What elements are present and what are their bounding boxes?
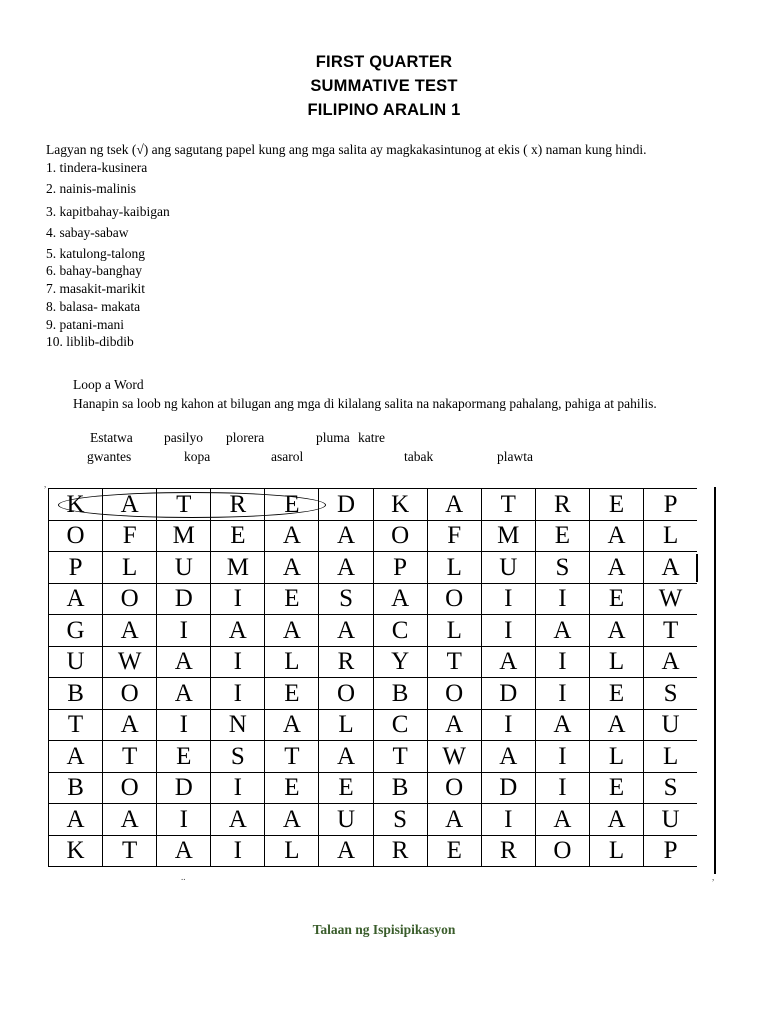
grid-row (49, 615, 698, 647)
grid-cell[interactable]: T (481, 489, 535, 521)
grid-cell[interactable]: I (157, 615, 211, 647)
grid-cell[interactable]: I (481, 615, 535, 647)
grid-cell[interactable]: L (589, 835, 643, 867)
list-item: 1. tindera-kusinera (46, 160, 148, 175)
grid-cell[interactable]: O (535, 835, 589, 867)
grid-cell[interactable]: D (157, 583, 211, 615)
grid-cell[interactable]: A (589, 709, 643, 741)
grid-cell[interactable]: A (535, 615, 589, 647)
grid-cell[interactable]: W (103, 646, 157, 678)
grid-cell[interactable]: F (103, 520, 157, 552)
grid-cell[interactable]: L (644, 520, 698, 552)
grid-cell[interactable]: A (265, 615, 319, 647)
grid-cell[interactable]: O (49, 520, 103, 552)
grid-cell[interactable]: S (373, 804, 427, 836)
grid-cell[interactable]: K (49, 835, 103, 867)
word-bank-item: katre (358, 430, 385, 445)
grid-cell[interactable]: A (644, 552, 698, 584)
grid-cell[interactable]: T (373, 741, 427, 773)
grid-cell[interactable]: E (535, 520, 589, 552)
grid-cell[interactable]: B (49, 678, 103, 710)
grid-cell[interactable]: E (589, 678, 643, 710)
grid-cell[interactable]: P (49, 552, 103, 584)
grid-cell[interactable]: A (265, 804, 319, 836)
loop-title: Loop a Word (73, 377, 144, 392)
grid-cell[interactable]: I (481, 583, 535, 615)
list-item: 10. liblib-dibdib (46, 334, 134, 349)
circled-word-oval (58, 492, 326, 518)
grid-cell[interactable]: S (535, 552, 589, 584)
grid-cell[interactable]: E (589, 489, 643, 521)
grid-cell[interactable]: U (481, 552, 535, 584)
word-bank-item: Estatwa (90, 430, 133, 445)
grid-row (49, 804, 698, 836)
loop-instruction: Hanapin sa loob ng kahon at bilugan ang mga di kilalang salita na nakapormang pahalang, pahiga at pahilis. (73, 396, 657, 411)
grid-cell[interactable]: A (427, 489, 481, 521)
title-quarter: FIRST QUARTER (315, 53, 453, 71)
text-cursor (696, 554, 698, 582)
grid-cell[interactable]: A (49, 583, 103, 615)
grid-cell[interactable]: L (103, 552, 157, 584)
grid-cell[interactable]: N (211, 709, 265, 741)
grid-cell[interactable]: B (49, 772, 103, 804)
grid-cell[interactable]: P (644, 835, 698, 867)
grid-cell[interactable]: A (535, 709, 589, 741)
grid-cell[interactable]: L (644, 741, 698, 773)
grid-cell[interactable]: A (211, 804, 265, 836)
word-bank-item: tabak (404, 449, 434, 464)
grid-row (49, 772, 698, 804)
grid-cell[interactable]: A (319, 615, 373, 647)
grid-cell[interactable]: L (589, 646, 643, 678)
grid-cell[interactable]: I (535, 772, 589, 804)
grid-cell[interactable]: A (319, 741, 373, 773)
grid-cell[interactable]: A (157, 835, 211, 867)
grid-cell[interactable]: A (589, 615, 643, 647)
grid-cell[interactable]: S (644, 772, 698, 804)
grid-cell[interactable]: A (427, 804, 481, 836)
grid-cell[interactable]: A (535, 804, 589, 836)
grid-cell[interactable]: I (481, 709, 535, 741)
artifact-mark: .. (181, 872, 186, 882)
grid-cell[interactable]: A (49, 804, 103, 836)
list-item: 3. kapitbahay-kaibigan (46, 204, 170, 219)
grid-cell[interactable]: T (157, 489, 211, 521)
title-test: SUMMATIVE TEST (310, 77, 458, 95)
grid-cell[interactable]: U (49, 646, 103, 678)
word-bank-item: gwantes (87, 449, 132, 464)
grid-cell[interactable]: O (427, 678, 481, 710)
grid-cell[interactable]: U (644, 709, 698, 741)
grid-cell[interactable]: A (49, 741, 103, 773)
grid-cell[interactable]: A (481, 741, 535, 773)
grid-cell[interactable]: B (373, 772, 427, 804)
grid-cell[interactable]: T (427, 646, 481, 678)
footer-title: Talaan ng Ispisipikasyon (312, 922, 456, 937)
grid-cell[interactable]: A (589, 520, 643, 552)
list-item: 5. katulong-talong (46, 246, 145, 261)
grid-cell[interactable]: M (157, 520, 211, 552)
grid-cell[interactable]: G (49, 615, 103, 647)
grid-cell[interactable]: M (211, 552, 265, 584)
grid-cell[interactable]: R (481, 835, 535, 867)
grid-cell[interactable]: A (644, 646, 698, 678)
word-bank-item: plorera (226, 430, 265, 445)
grid-cell[interactable]: I (211, 772, 265, 804)
grid-cell[interactable]: M (481, 520, 535, 552)
grid-cell[interactable]: I (157, 709, 211, 741)
grid-cell[interactable]: O (103, 678, 157, 710)
grid-cell[interactable]: A (157, 646, 211, 678)
grid-cell[interactable]: R (373, 835, 427, 867)
grid-cell[interactable]: I (157, 804, 211, 836)
grid-cell[interactable]: A (265, 709, 319, 741)
grid-cell[interactable]: A (319, 552, 373, 584)
grid-cell[interactable]: E (211, 520, 265, 552)
grid-cell[interactable]: I (211, 583, 265, 615)
corner-mark: , (712, 872, 715, 882)
grid-row (49, 741, 698, 773)
grid-cell[interactable]: T (644, 615, 698, 647)
grid-cell[interactable]: D (481, 678, 535, 710)
list-item: 6. bahay-banghay (46, 263, 142, 278)
grid-cell[interactable]: A (265, 520, 319, 552)
grid-cell[interactable]: I (535, 678, 589, 710)
grid-right-border (714, 487, 716, 874)
grid-cell[interactable]: E (265, 489, 319, 521)
grid-row (49, 520, 698, 552)
grid-cell[interactable]: Y (373, 646, 427, 678)
grid-cell[interactable]: O (103, 772, 157, 804)
grid-cell[interactable]: P (644, 489, 698, 521)
grid-cell[interactable]: A (103, 615, 157, 647)
grid-cell[interactable]: D (319, 489, 373, 521)
grid-cell[interactable]: A (373, 583, 427, 615)
grid-cell[interactable]: B (373, 678, 427, 710)
grid-cell[interactable]: T (265, 741, 319, 773)
grid-cell[interactable]: L (589, 741, 643, 773)
grid-cell[interactable]: L (427, 552, 481, 584)
grid-cell[interactable]: D (157, 772, 211, 804)
title-lesson: FILIPINO ARALIN 1 (307, 101, 461, 119)
grid-cell[interactable]: O (427, 583, 481, 615)
grid-row (49, 678, 698, 710)
grid-cell[interactable]: I (535, 741, 589, 773)
grid-cell[interactable]: D (481, 772, 535, 804)
grid-cell[interactable]: L (265, 835, 319, 867)
grid-cell[interactable]: E (427, 835, 481, 867)
grid-cell[interactable]: A (103, 489, 157, 521)
grid-cell[interactable]: L (319, 709, 373, 741)
grid-cell[interactable]: U (644, 804, 698, 836)
grid-cell[interactable]: I (211, 835, 265, 867)
grid-cell[interactable]: C (373, 615, 427, 647)
grid-cell[interactable]: A (589, 552, 643, 584)
grid-cell[interactable]: A (157, 678, 211, 710)
grid-cell[interactable]: E (157, 741, 211, 773)
grid-cell[interactable]: R (319, 646, 373, 678)
grid-cell[interactable]: A (211, 615, 265, 647)
grid-cell[interactable]: S (319, 583, 373, 615)
grid-cell[interactable]: E (589, 772, 643, 804)
grid-cell[interactable]: W (427, 741, 481, 773)
word-search-grid (48, 488, 697, 867)
grid-cell[interactable]: A (103, 709, 157, 741)
grid-cell[interactable]: O (427, 772, 481, 804)
grid-cell[interactable]: K (49, 489, 103, 521)
grid-cell[interactable]: L (265, 646, 319, 678)
list-item: 8. balasa- makata (46, 299, 141, 314)
grid-cell[interactable]: I (211, 646, 265, 678)
grid-cell[interactable]: A (319, 520, 373, 552)
grid-cell[interactable]: S (211, 741, 265, 773)
grid-cell[interactable]: K (373, 489, 427, 521)
grid-cell[interactable]: A (319, 835, 373, 867)
grid-row (49, 709, 698, 741)
grid-cell[interactable]: A (103, 804, 157, 836)
grid-row (49, 583, 698, 615)
grid-cell[interactable]: F (427, 520, 481, 552)
list-item: 7. masakit-marikit (46, 281, 145, 296)
grid-cell[interactable]: A (589, 804, 643, 836)
grid-cell[interactable]: A (481, 646, 535, 678)
grid-cell[interactable]: I (211, 678, 265, 710)
grid-cell[interactable]: U (319, 804, 373, 836)
grid-cell[interactable]: E (319, 772, 373, 804)
grid-row (49, 552, 698, 584)
grid-row (49, 835, 698, 867)
grid-cell[interactable]: A (427, 709, 481, 741)
grid-cell[interactable]: I (535, 646, 589, 678)
grid-cell[interactable]: O (103, 583, 157, 615)
grid-cell[interactable]: T (103, 741, 157, 773)
grid-cell[interactable]: E (589, 583, 643, 615)
grid-cell[interactable]: I (481, 804, 535, 836)
grid-cell[interactable]: C (373, 709, 427, 741)
grid-cell[interactable]: R (211, 489, 265, 521)
word-bank-item: plawta (497, 449, 533, 464)
list-item: 4. sabay-sabaw (46, 225, 129, 240)
grid-cell[interactable]: T (49, 709, 103, 741)
instruction-text: Lagyan ng tsek (√) ang sagutang papel kung ang mga salita ay magkakasintunog at ekis ( x) naman kung hindi. (46, 142, 647, 157)
grid-cell[interactable]: P (373, 552, 427, 584)
grid-cell[interactable]: O (319, 678, 373, 710)
grid-cell[interactable]: R (535, 489, 589, 521)
word-bank-item: kopa (184, 449, 211, 464)
grid-cell[interactable]: E (265, 583, 319, 615)
grid-cell[interactable]: E (265, 772, 319, 804)
grid-cell[interactable]: I (535, 583, 589, 615)
grid-cell[interactable]: E (265, 678, 319, 710)
list-item: 2. nainis-malinis (46, 181, 136, 196)
word-bank-item: pluma (316, 430, 350, 445)
title-block (0, 50, 768, 122)
grid-cell[interactable]: T (103, 835, 157, 867)
list-item: 9. patani-mani (46, 317, 124, 332)
grid-cell[interactable]: S (644, 678, 698, 710)
grid-row (49, 646, 698, 678)
word-bank-item: asarol (271, 449, 304, 464)
grid-cell[interactable]: U (157, 552, 211, 584)
grid-cell[interactable]: A (265, 552, 319, 584)
word-bank-item: pasilyo (164, 430, 203, 445)
grid-cell[interactable]: L (427, 615, 481, 647)
grid-cell[interactable]: W (644, 583, 698, 615)
corner-mark: , (44, 479, 47, 489)
grid-cell[interactable]: O (373, 520, 427, 552)
